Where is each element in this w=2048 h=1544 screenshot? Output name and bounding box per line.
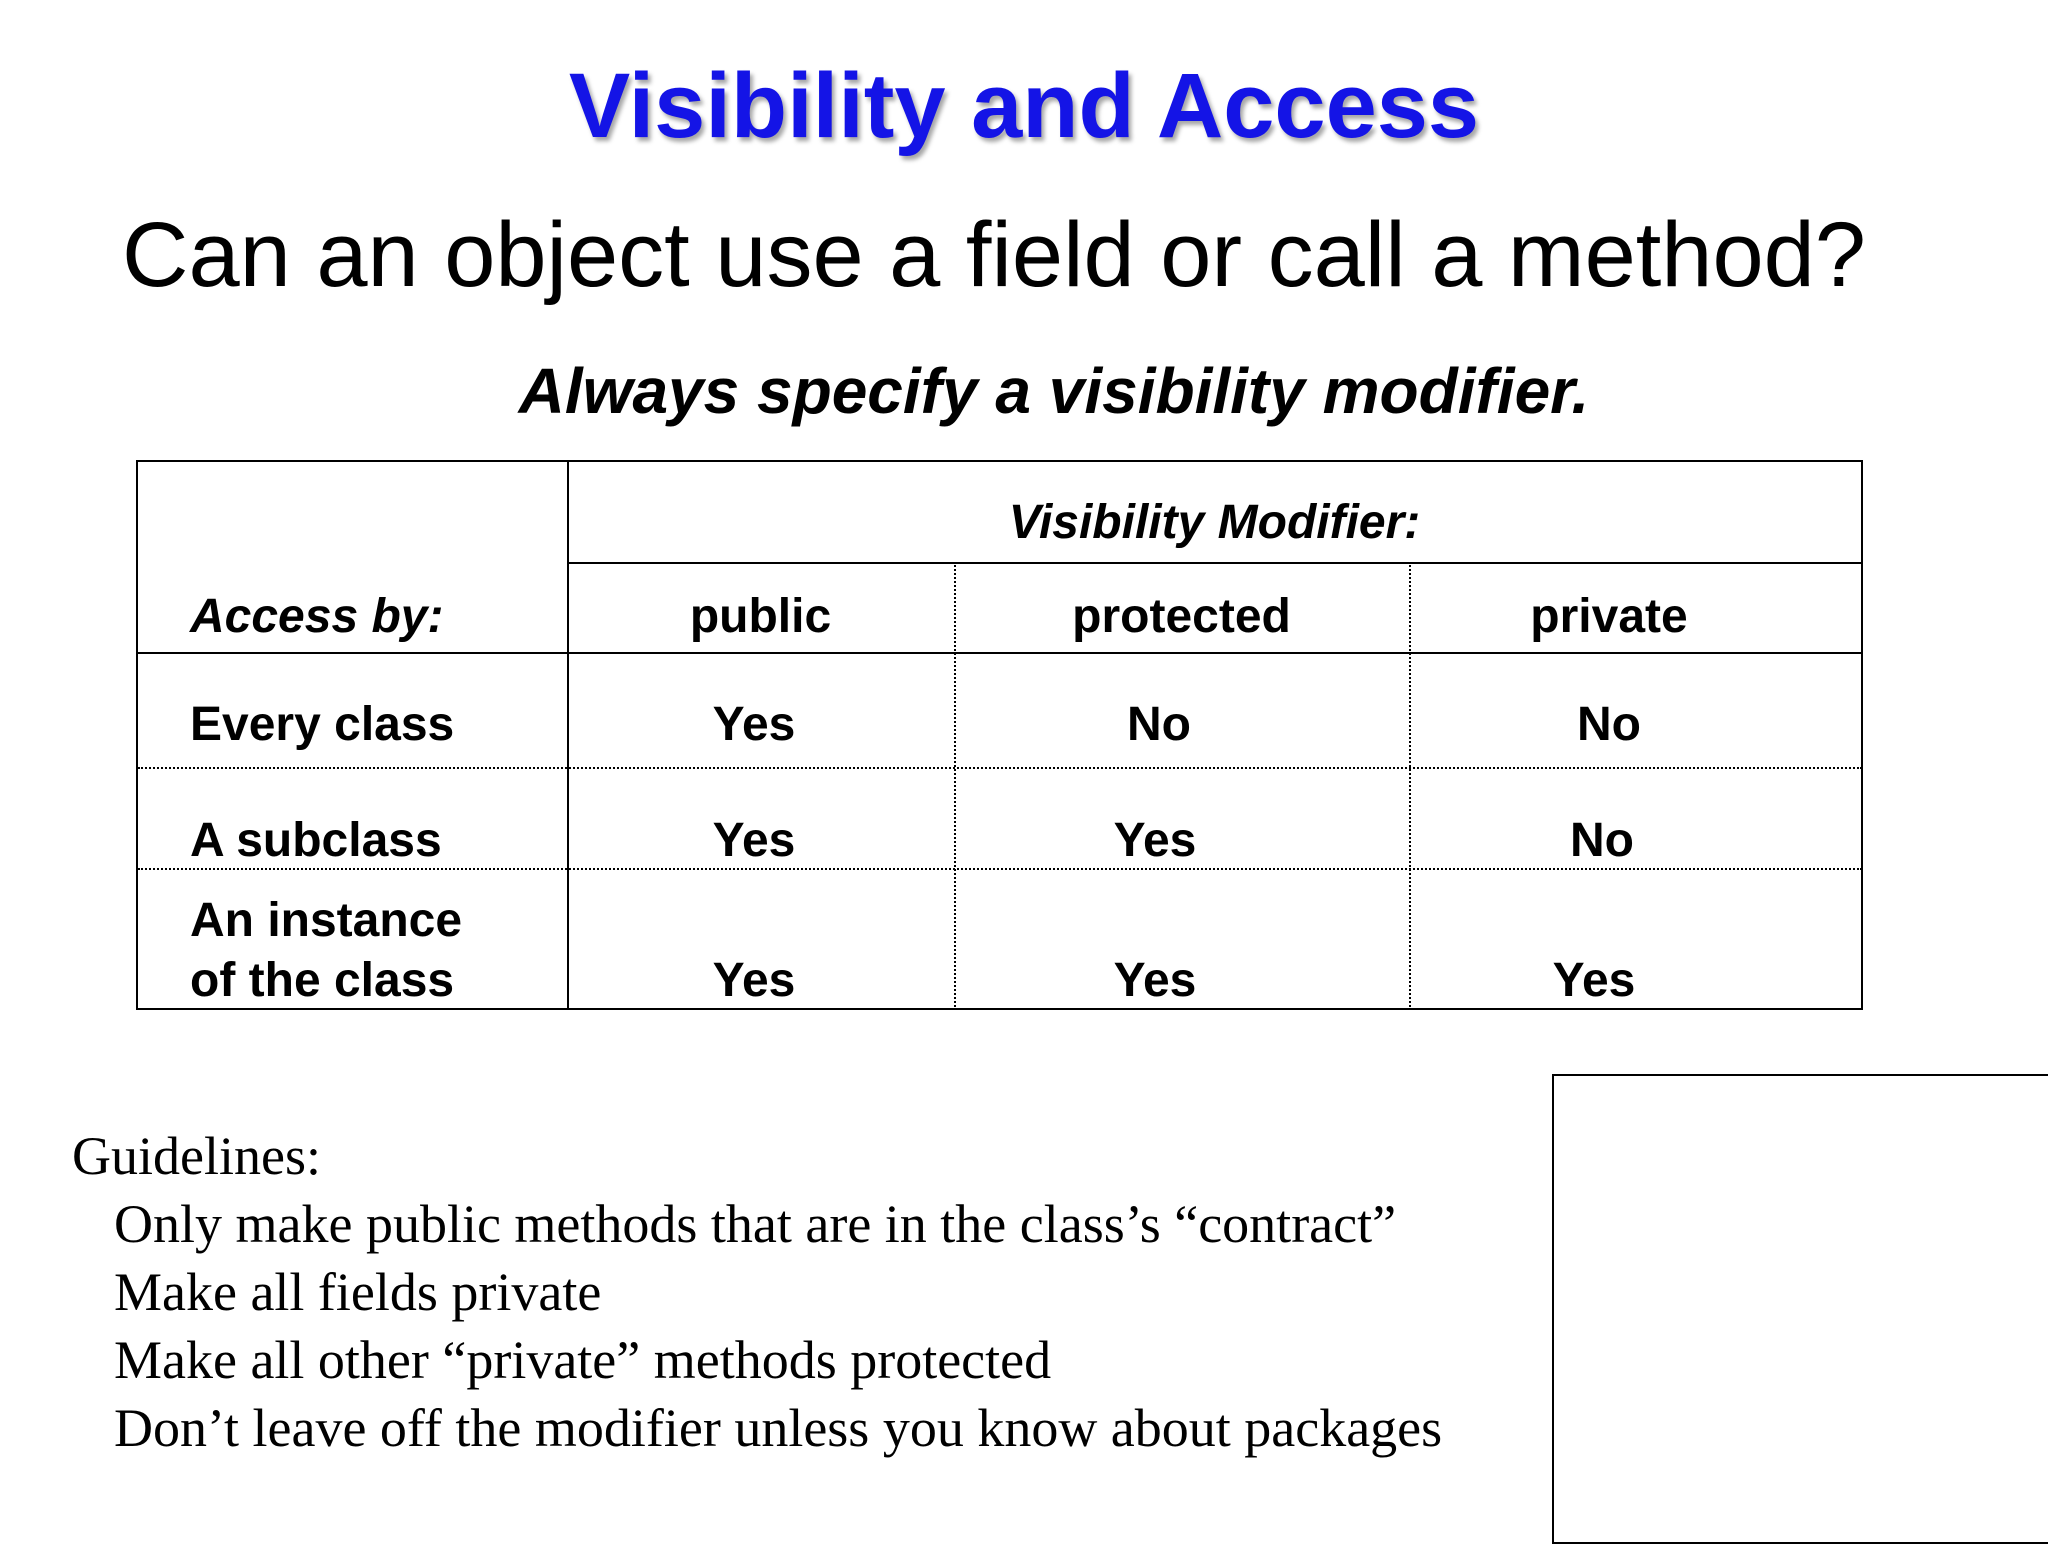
table-cell: Yes (1113, 814, 1197, 867)
row-label-instance-line-1: An instance (190, 894, 463, 947)
table-divider-row-1 (138, 767, 1862, 769)
table-divider-header (138, 652, 1862, 654)
row-header-label: Access by: (190, 590, 444, 643)
slide-title: Visibility and Access (568, 55, 1480, 157)
table-cell: Yes (712, 954, 796, 1007)
visibility-table (136, 460, 1863, 1010)
guideline-item: Make all fields private (114, 1262, 602, 1322)
row-label-a-subclass: A subclass (190, 814, 442, 867)
group-header: Visibility Modifier: (1008, 496, 1421, 549)
column-header-protected: protected (1072, 590, 1291, 643)
table-divider-group-header (567, 562, 1862, 564)
table-cell: Yes (1552, 954, 1636, 1007)
table-cell: Yes (1113, 954, 1197, 1007)
table-cell: No (1577, 698, 1641, 751)
table-cell: Yes (712, 814, 796, 867)
guideline-item: Only make public methods that are in the class’s “contract” (114, 1194, 1397, 1254)
row-label-every-class: Every class (190, 698, 455, 751)
question-text: Can an object use a field or call a method? (122, 204, 1866, 306)
table-cell: Yes (712, 698, 796, 751)
advice-text: Always specify a visibility modifier. (518, 355, 1590, 427)
guideline-item: Don’t leave off the modifier unless you know about packages (114, 1398, 1443, 1458)
column-header-public: public (689, 590, 832, 643)
row-label-instance-line-2: of the class (190, 954, 455, 1007)
guidelines-heading: Guidelines: (72, 1126, 321, 1186)
column-header-private: private (1530, 590, 1688, 643)
empty-placeholder-box (1552, 1074, 2048, 1544)
guideline-item: Make all other “private” methods protected (114, 1330, 1052, 1390)
table-cell: No (1570, 814, 1634, 867)
table-cell: No (1127, 698, 1191, 751)
guidelines (72, 1122, 1442, 1462)
